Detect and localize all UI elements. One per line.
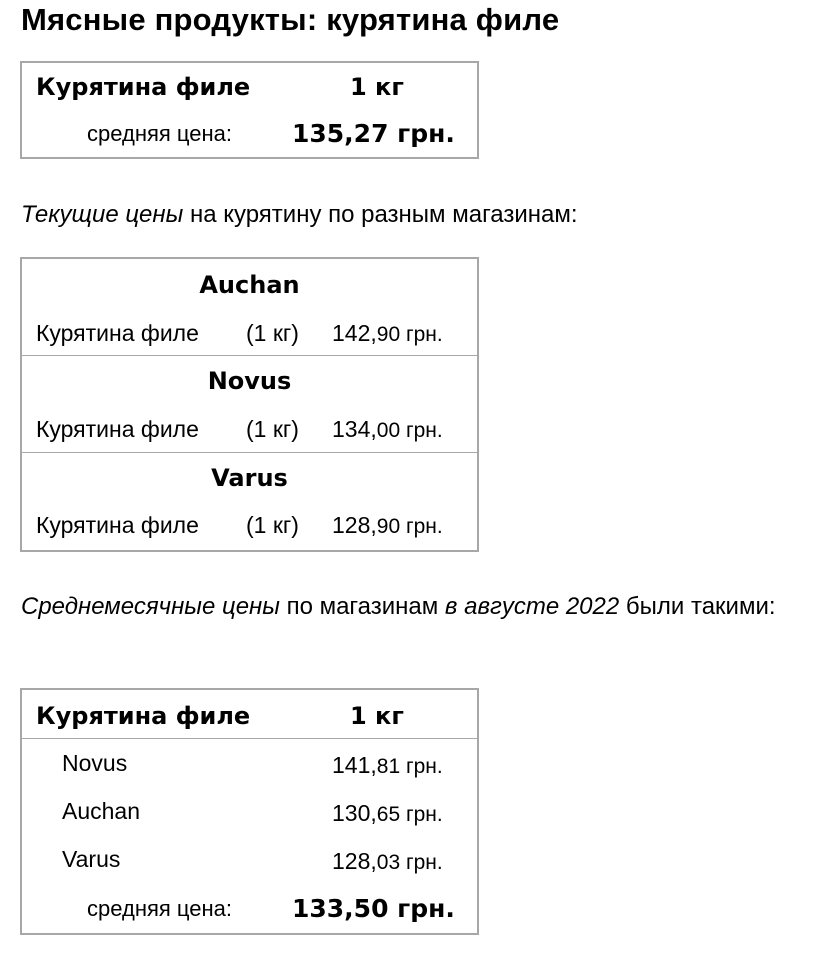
monthly-price-dec: 81 грн. — [376, 755, 443, 778]
current-prices-intro-italic: Текущие цены — [21, 201, 184, 228]
monthly-prices-box — [20, 688, 479, 935]
store-price — [332, 512, 443, 539]
store-price-dec: 90 грн. — [376, 515, 443, 538]
store-price-int: 128, — [332, 512, 377, 538]
monthly-price-int: 141, — [332, 752, 377, 778]
store-product: Курятина филе — [36, 320, 199, 346]
monthly-prices-intro — [21, 588, 811, 626]
current-prices-intro-rest: на курятину по разным магазинам: — [183, 201, 578, 228]
monthly-unit: 1 кг — [350, 702, 404, 730]
monthly-store: Auchan — [62, 798, 141, 824]
summary-price-box — [20, 61, 479, 159]
store-name: Auchan — [199, 271, 300, 299]
monthly-price-int: 128, — [332, 848, 377, 874]
monthly-intro-italic-2: в августе 2022 — [444, 593, 620, 620]
monthly-price-dec: 03 грн. — [376, 851, 443, 874]
monthly-intro-italic-1: Среднемесячные цены — [21, 593, 280, 620]
monthly-price — [332, 800, 443, 827]
monthly-intro-rest: были такими: — [619, 593, 776, 620]
store-price — [332, 320, 443, 347]
summary-avg-price: 135,27 грн. — [292, 119, 455, 148]
store-product: Курятина филе — [36, 416, 199, 442]
header-divider — [22, 738, 477, 739]
monthly-avg-price: 133,50 грн. — [292, 894, 455, 923]
store-unit: (1 кг) — [246, 320, 299, 346]
store-unit: (1 кг) — [246, 416, 299, 442]
store-unit: (1 кг) — [246, 512, 299, 538]
store-price-dec: 90 грн. — [376, 323, 443, 346]
monthly-price-dec: 65 грн. — [376, 803, 443, 826]
summary-unit: 1 кг — [350, 73, 404, 101]
store-price-int: 142, — [332, 320, 377, 346]
current-prices-intro — [21, 196, 811, 234]
monthly-avg-label: средняя цена: — [87, 896, 232, 921]
monthly-store: Novus — [62, 750, 128, 776]
monthly-price — [332, 752, 443, 779]
store-product: Курятина филе — [36, 512, 199, 538]
store-price-int: 134, — [332, 416, 377, 442]
page-title: Мясные продукты: курятина филе — [21, 2, 560, 37]
monthly-price-int: 130, — [332, 800, 377, 826]
store-name: Varus — [211, 464, 288, 492]
monthly-price — [332, 848, 443, 875]
store-name: Novus — [207, 367, 292, 395]
row-divider — [22, 355, 477, 356]
monthly-product: Курятина филе — [36, 702, 251, 730]
store-prices-box — [20, 257, 479, 552]
store-price — [332, 416, 443, 443]
summary-product: Курятина филе — [36, 73, 251, 101]
monthly-intro-mid: по магазинам — [279, 593, 445, 620]
row-divider — [22, 452, 477, 453]
summary-avg-label: средняя цена: — [87, 121, 232, 146]
store-price-dec: 00 грн. — [376, 419, 443, 442]
monthly-store: Varus — [62, 846, 121, 872]
